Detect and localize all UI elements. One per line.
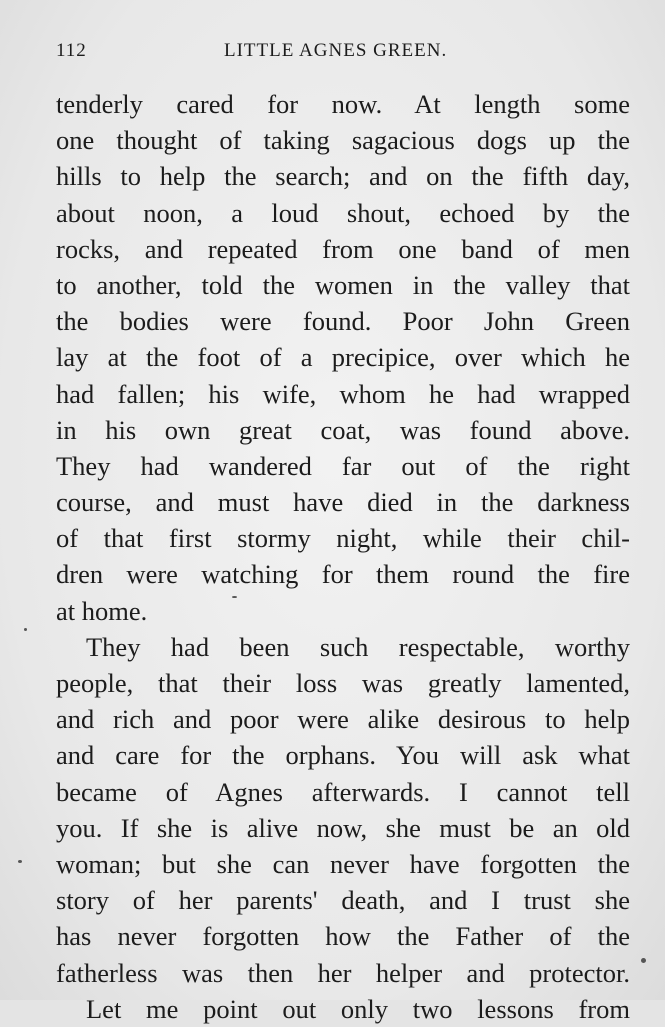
text-line: about noon, a loud shout, echoed by the — [56, 197, 630, 228]
text-line: dren were watching for them round the fire — [56, 559, 630, 590]
text-line: to another, told the women in the valley that — [56, 269, 630, 300]
text-line: course, and must have died in the darkness — [56, 487, 630, 518]
paragraph-start-line: Let me point out only two lessons from — [86, 993, 630, 1024]
ink-speck — [18, 860, 22, 863]
text-line: in his own great coat, was found above. — [56, 414, 630, 445]
text-line: became of Agnes afterwards. I cannot tell — [56, 776, 630, 807]
text-line: story of her parents' death, and I trust she — [56, 885, 630, 916]
body-text — [56, 86, 630, 1027]
text-line: the bodies were found. Poor John Green — [56, 306, 630, 337]
text-line: and care for the orphans. You will ask what — [56, 740, 630, 771]
text-line: hills to help the search; and on the fifth day, — [56, 161, 630, 192]
ink-speck — [232, 596, 237, 598]
text-line: rocks, and repeated from one band of men — [56, 233, 630, 264]
paragraph-start-line: They had been such respectable, worthy — [86, 631, 630, 662]
text-line: and rich and poor were alike desirous to help — [56, 704, 630, 735]
text-line: one thought of taking sagacious dogs up the — [56, 125, 630, 156]
paragraph-end-line: at home. — [56, 595, 148, 626]
ink-speck — [641, 958, 646, 963]
text-line: of that first stormy night, while their chil- — [56, 523, 630, 554]
text-line: fatherless was then her helper and protector. — [56, 957, 630, 988]
ink-speck — [24, 628, 27, 631]
text-line: tenderly cared for now. At length some — [56, 89, 630, 119]
page-number: 112 — [56, 40, 87, 61]
text-line: woman; but she can never have forgotten the — [56, 848, 630, 879]
text-line: has never forgotten how the Father of the — [56, 921, 630, 952]
text-line: had fallen; his wife, whom he had wrapped — [56, 378, 630, 409]
text-line: They had wandered far out of the right — [56, 450, 630, 481]
running-title: LITTLE AGNES GREEN. — [224, 40, 448, 61]
text-line: lay at the foot of a precipice, over which he — [56, 342, 630, 373]
running-head — [56, 40, 630, 64]
text-line: you. If she is alive now, she must be an old — [56, 812, 630, 843]
text-line: people, that their loss was greatly lamented, — [56, 668, 630, 698]
